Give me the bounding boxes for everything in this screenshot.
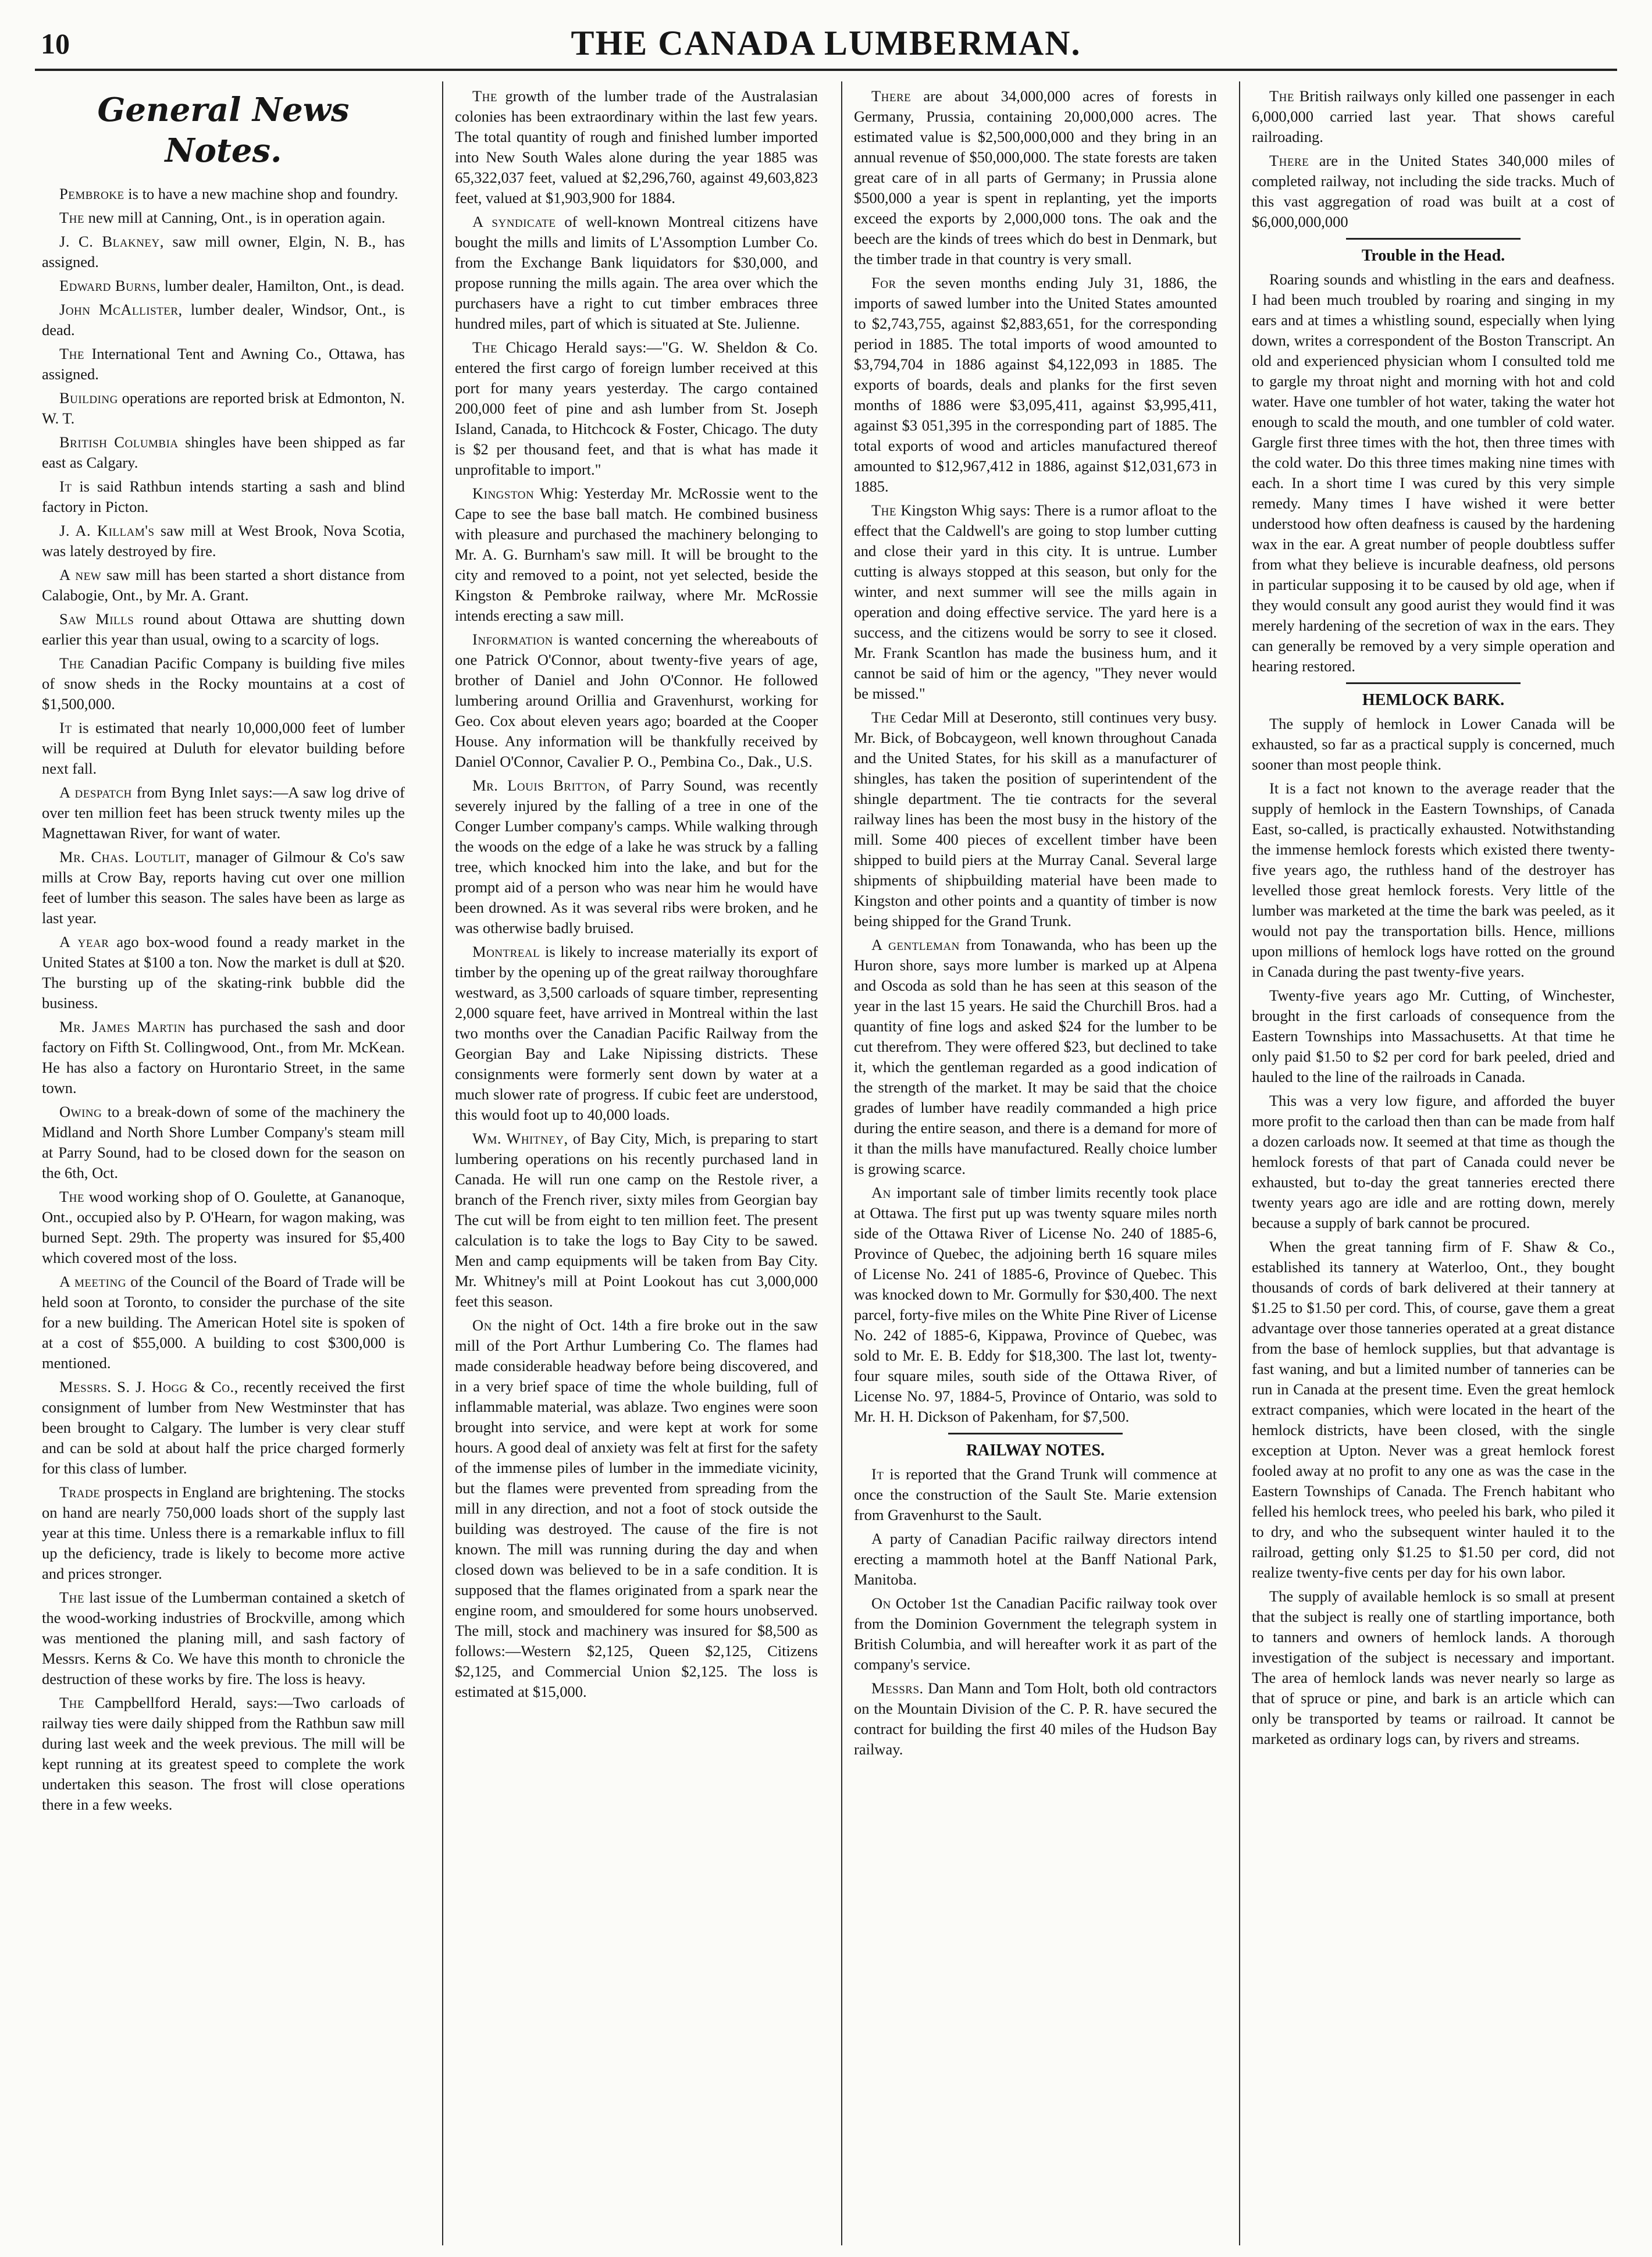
- news-item-lead: A year: [59, 933, 109, 950]
- news-item-lead: A: [871, 1530, 883, 1547]
- news-item-text: saw mill has been started a short distance from Calabogie, Ont., by Mr. A. Grant.: [42, 566, 405, 604]
- news-item-text: last issue of the Lumberman contained a sketch of the wood-working industries of Brockville, among which was mentioned the planing mill, and sash factory of Messrs. Kerns & Co. We have this month to chronicle the destruction of these works by fire. The loss is heavy.: [42, 1589, 405, 1688]
- news-item: [455, 942, 818, 1125]
- news-item: [455, 1315, 818, 1702]
- news-item: [42, 276, 405, 296]
- news-item-lead: Kingston: [472, 485, 535, 502]
- section-rule: [1346, 682, 1521, 684]
- news-item-lead: A meeting: [59, 1273, 126, 1290]
- news-item-text: party of Canadian Pacific railway directors intend erecting a mammoth hotel at the Banff National Park, Manitoba.: [854, 1530, 1217, 1588]
- news-item: [42, 300, 405, 340]
- article-paragraph: Roaring sounds and whistling in the ears and deafness. I had been much troubled by roaring and singing in my ears and at times a whistling sound, especially when lying down, writes a correspondent of the Boston Transcript. An old and experienced physician whom I consulted told me to gargle my throat night and morning with hot and cold water. Have one tumbler of hot water, taking the water hot enough to scald the mouth, and one tumbler of cold water. Gargle first three times with the hot, then three times with the cold water. Do this three times making nine times with each. In a short time I was cured by this very simple remedy. Many times I have wished it were better understood how often deafness is caused by the hardening wax in the ear. A great number of people doubtless suffer from what they believe is incurable deafness, old persons in particular supposing it to be caused by old age, when if they would consult any good aurist they would find it was merely hardening of the secretion of wax in the ears. They can generally be removed by a very simple operation and hearing restored.: [1252, 270, 1615, 675]
- section-heading-railway-notes: RAILWAY NOTES.: [966, 1441, 1105, 1459]
- news-item-lead: Messrs.: [871, 1679, 924, 1697]
- news-item-lead: Building: [59, 389, 118, 407]
- news-item-text: Whig: Yesterday Mr. McRossie went to the Cape to see the base ball match. He combined business with pleasure and purchased the machinery belonging to Mr. A. G. Burnham's saw mill. It will be brought to the city and removed to a point, not yet selected, beside the Kingston & Pembroke railway, where Mr. McRossie intends erecting a saw mill.: [455, 485, 818, 624]
- news-item-lead: On: [871, 1594, 891, 1612]
- news-item: [42, 521, 405, 561]
- news-item: [854, 1593, 1217, 1675]
- column-4: [1252, 86, 1615, 2238]
- news-item-lead: A syndicate: [472, 213, 556, 230]
- news-item-text: Cedar Mill at Deseronto, still continues very busy. Mr. Bick, of Bobcaygeon, well known throughout Canada and the United States, for his skill as a manufacturer of shingles, has taken the position of superintendent of the shingle department. The tie contracts for the several railway lines has been the most busy in the history of the mill. Some 400 pieces of excellent timber have been shipped to build piers at the Murray Canal. Several large shipments of shipbuilding material have been made to Kingston and other points and a quantity of timber is now being shipped for the Grand Trunk.: [854, 709, 1217, 930]
- news-item-text: operations are reported brisk at Edmonton, N. W. T.: [42, 389, 405, 427]
- news-items-col3: [854, 86, 1217, 1427]
- news-item-lead: J. C. Blakney,: [59, 233, 164, 250]
- news-item: [42, 565, 405, 606]
- news-item-text: round about Ottawa are shutting down earlier this year than usual, owing to a scarcity of logs.: [42, 610, 405, 648]
- news-item-lead: Wm. Whitney,: [472, 1130, 568, 1147]
- column-divider: [1239, 81, 1240, 2245]
- news-item-lead: The: [472, 339, 498, 356]
- news-item: [42, 344, 405, 385]
- news-item: [42, 1187, 405, 1268]
- news-item-text: lumber dealer, Windsor, Ont., is dead.: [42, 301, 405, 339]
- news-item-lead: It: [59, 478, 72, 495]
- news-item: [455, 775, 818, 938]
- news-item-lead: J. A. Killam's: [59, 522, 155, 539]
- news-item-lead: A gentleman: [871, 936, 960, 953]
- news-items-col2: [455, 86, 818, 1702]
- news-items-col4: [1252, 86, 1615, 232]
- news-item-text: October 1st the Canadian Pacific railway took over from the Dominion Government the telegraph system in British Columbia, and will hereafter work it as part of the company's service.: [854, 1594, 1217, 1673]
- news-item-lead: Trade: [59, 1483, 101, 1501]
- hemlock-items: [1252, 714, 1615, 1749]
- news-item-text: the night of Oct. 14th a fire broke out in the saw mill of the Port Arthur Lumbering Co. The flames had made considerable headway before being discovered, and in a very brief space of time the whole building, full of inflammable material, was ablaze. Two engines were soon brought into service, and were kept at work for some hours. A good deal of anxiety was felt at first for the safety of the immense piles of lumber in the immediate vicinity, but the flames were prevented from spreading from the mill in any direction, and not a foot of stock outside the building was destroyed. The cause of the fire is not known. The mill was running during the day and when closed down was believed to be in a safe condition. It is supposed that the flames originated from a spark near the engine room, and smouldered for some hours unobserved. The mill, stock and machinery was insured for $8,500 as follows:—Western $2,125, Queen $2,125, Citizens $2,125, and Commercial Union $2,125. The loss is estimated at $15,000.: [455, 1316, 818, 1700]
- news-item-text: shingles have been shipped as far east as Calgary.: [42, 433, 405, 471]
- news-item-lead: Owing: [59, 1103, 102, 1120]
- news-item: [42, 1377, 405, 1479]
- article-paragraph: This was a very low figure, and afforded the buyer more profit to the carload then than can be made from half a dozen carloads now. It seemed at that time as though the hemlock forests of that part of Canada could never be exhausted, but to-day the great tanneries erected there twenty years ago are idle and are rotting down, merely because a supply of bark cannot be procured.: [1252, 1092, 1615, 1231]
- news-item: [42, 718, 405, 779]
- news-item-text: recently received the first consignment of lumber from New Westminster that has been brought to Calgary. The lumber is very clear stuff and can be sold at about half the price charged formerly for this class of lumber.: [42, 1378, 405, 1477]
- news-item-text: is said Rathbun intends starting a sash and blind factory in Picton.: [42, 478, 405, 515]
- news-item-lead: The: [59, 345, 85, 362]
- news-item: [42, 1587, 405, 1689]
- news-item: [1252, 151, 1615, 232]
- news-item-lead: For: [871, 274, 896, 291]
- article-paragraph: The supply of available hemlock is so small at present that the subject is really one of startling importance, both to tanners and owners of hemlock lands. A thorough investigation of the subject is necessary and important. The area of hemlock lands was never nearly so large as that of spruce or pine, and bark is an article which can only be transported by teams or railroad. It cannot be marketed as ordinary logs can, by rivers and streams.: [1252, 1587, 1615, 1747]
- column-1: [42, 86, 405, 2238]
- news-item: [455, 86, 818, 208]
- news-item: [42, 1102, 405, 1183]
- news-item-lead: Mr. Louis Britton,: [472, 777, 610, 794]
- news-item-lead: The: [59, 209, 85, 226]
- news-item-text: are about 34,000,000 acres of forests in Germany, Prussia, containing 20,000,000 acres. The estimated value is $2,500,000,000 and they bring in an annual revenue of $50,000,000. The state forests are taken great care of in all parts of Germany; in Prussia alone $500,000 a year is spent in replanting, yet the imports exceed the exports by 2,000,000 tons. The oak and the beech are the kinds of trees which do best in Denmark, but the timber trade in that country is very small.: [854, 87, 1217, 268]
- news-item: [42, 1482, 405, 1584]
- news-item-lead: It: [59, 719, 72, 736]
- news-item: [42, 1017, 405, 1098]
- news-item-lead: There: [1269, 152, 1309, 169]
- news-item: [854, 935, 1217, 1179]
- journal-title: THE CANADA LUMBERMAN.: [571, 24, 1081, 62]
- news-item-text: from Byng Inlet says:—A saw log drive of over ten million feet has been struck twenty miles up the Magnettawan River, for want of water.: [42, 784, 405, 842]
- page-number: 10: [41, 27, 70, 60]
- news-item-text: of well-known Montreal citizens have bought the mills and limits of L'Assomption Lumber Co. from the Exchange Bank liquidators for $30,000, and propose running the mills again. The area over which the purchasers have a right to cut timber embraces three hundred miles, part of which is situated at Ste. Julienne.: [455, 213, 818, 332]
- news-item-text: is wanted concerning the whereabouts of one Patrick O'Connor, about twenty-five years of age, brother of Daniel and John O'Connor. He followed lumbering around Orillia and Gravenhurst, working for Geo. Cox about eleven years ago; boarded at the Cooper House. Any information will be thankfully received by Daniel O'Connor, Cavalier P. O., Pembina Co., Dak., U.S.: [455, 631, 818, 770]
- news-item-lead: There: [871, 87, 912, 105]
- news-item: [854, 1529, 1217, 1590]
- column-divider: [442, 81, 443, 2245]
- news-item: [455, 483, 818, 626]
- section-heading-general-news: General News Notes.: [97, 91, 350, 170]
- news-item-text: of Parry Sound, was recently severely injured by the falling of a tree in one of the Conger Lumber company's camps. While walking through the woods on the edge of a lake he was struck by a falling tree, which knocked him into the lake, and but for the prompt aid of a person who was near him he would have been drowned. As it was several ribs were broken, and he was otherwise badly bruised.: [455, 777, 818, 937]
- news-item-text: of the Council of the Board of Trade will be held soon at Toronto, to consider the purchase of the site for a new building. The American Hotel site is spoken of at a cost of $55,000. A building to cost $300,000 is mentioned.: [42, 1273, 405, 1372]
- news-item: [42, 782, 405, 843]
- column-divider: [841, 81, 842, 2245]
- news-item-text: saw mill owner, Elgin, N. B., has assigned.: [42, 233, 405, 270]
- news-item-lead: The: [59, 1188, 85, 1205]
- news-item-text: important sale of timber limits recently took place at Ottawa. The first put up was twenty square miles north side of the Ottawa River of License No. 240 of 1885-6, Province of Quebec, the adjoining berth 16 square miles of License No. 241 of 1885-6, Province of Quebec. This was knocked down to Mr. Gormully for $30,400. The next parcel, forty-five miles on the White Pine River of License No. 242 of 1885-6, Kippawa, Province of Quebec, was sold to Mr. E. B. Eddy for $18,300. The last lot, twenty-four square miles, south side of the Ottawa River, of License No. 97, 1884-5, Province of Ontario, was sold to Mr. H. H. Dickson of Pakenham, for $7,500.: [854, 1184, 1217, 1425]
- news-item: [455, 629, 818, 772]
- news-item: [42, 847, 405, 928]
- news-item-text: ago box-wood found a ready market in the United States at $100 a ton. Now the market is dull at $20. The bursting up of the skating-rink bubble did the business.: [42, 933, 405, 1012]
- news-item-text: lumber dealer, Hamilton, Ont., is dead.: [164, 277, 405, 294]
- news-item: [42, 1693, 405, 1815]
- article-paragraph: It is a fact not known to the average reader that the supply of hemlock in the Eastern Townships, of Canada East, so-called, is practically exhausted. Notwithstanding the immense hemlock forests which existed there twenty-five years ago, the ruthless hand of the destroyer has levelled those great hemlock forests. Very little of the lumber was marketed at the time the bark was peeled, as it would not pay the transportation bills. Hence, millions upon millions of hemlock logs have rotted on the ground in Canada during the past twenty-five years.: [1252, 779, 1615, 980]
- news-item: [42, 932, 405, 1013]
- news-item-lead: The: [59, 654, 85, 672]
- news-item: [42, 432, 405, 473]
- news-item-text: Canadian Pacific Company is building five miles of snow sheds in the Rocky mountains at a cost of $1,500,000.: [42, 654, 405, 713]
- news-item-lead: John McAllister,: [59, 301, 183, 318]
- news-item-text: Chicago Herald says:—"G. W. Sheldon & Co. entered the first cargo of foreign lumber received at this port for many years yesterday. The cargo contained 200,000 feet of pine and ash lumber from St. Joseph Island, Canada, to Hitchcock & Foster, Chicago. The duty is $2 per thousand feet, and that is what has made it unprofitable to import.": [455, 339, 818, 478]
- article-paragraph: Twenty-five years ago Mr. Cutting, of Winchester, brought in the first carloads of consequence from the Eastern Townships into Massachusetts. At that time he only paid $1.50 to $2 per cord for bark peeled, dried and hauled to the line of the railroads in Canada.: [1252, 987, 1615, 1085]
- news-item-lead: An: [871, 1184, 891, 1201]
- news-item: [455, 1128, 818, 1312]
- news-item-lead: On: [472, 1316, 492, 1334]
- railway-items: [854, 1464, 1217, 1760]
- news-item-text: International Tent and Awning Co., Ottawa, has assigned.: [42, 345, 405, 383]
- news-item-lead: The: [871, 709, 897, 726]
- news-item: [854, 273, 1217, 497]
- news-item-lead: It: [871, 1465, 884, 1483]
- news-item-lead: The: [59, 1694, 85, 1711]
- running-head: [41, 23, 1611, 65]
- news-item: [42, 476, 405, 517]
- news-item-lead: Edward Burns,: [59, 277, 161, 294]
- news-item-lead: The: [472, 87, 498, 105]
- news-item-lead: The: [59, 1589, 85, 1606]
- article-paragraph: When the great tanning firm of F. Shaw & Co., established its tannery at Waterloo, Ont., they bought thousands of cords of bark delivered at their tannery at $1.25 to $1.50 per cord. This, of course, gave them a great advantage over those tanneries operated at a great distance from the base of hemlock supplies, but that advantage is fast waning, and but a limited number of tanneries can be run in Canada at the present time. Even the great hemlock extract companies, which were located in the heart of the hemlock districts, have been closed, with the single exception at Upton. Never was a great hemlock forest fooled away at no profit to any one as was the case in the Eastern Townships of Canada. The French habitant who felled his hemlock trees, who peeled his bark, who piled it to dry, and who the subsequent winter hauled it to the railroad, getting only $1.25 to $1.50 per cord, did not realize twenty-five cents per day for his own labor.: [1252, 1238, 1615, 1581]
- news-item: [854, 707, 1217, 931]
- news-item-text: is estimated that nearly 10,000,000 feet of lumber will be required at Duluth for elevator building before next fall.: [42, 719, 405, 777]
- news-item-text: prospects in England are brightening. The stocks on hand are nearly 750,000 loads short of the supply last year at this time. Unless there is a remarkable influx to fill up the deficiency, trade is likely to become more active and prices stronger.: [42, 1483, 405, 1582]
- section-rule: [948, 1433, 1123, 1434]
- news-item: [854, 86, 1217, 269]
- news-item: [42, 232, 405, 272]
- article-paragraph: The supply of hemlock in Lower Canada will be exhausted, so far as a practical supply is concerned, much sooner than most people think.: [1252, 715, 1615, 773]
- news-item-text: saw mill at West Brook, Nova Scotia, was lately destroyed by fire.: [42, 522, 405, 560]
- news-item: [854, 1678, 1217, 1760]
- news-item-text: of Bay City, Mich, is preparing to start lumbering operations on his recently purchased land in Canada. He will run one camp on the Restole river, a branch of the French river, sixty miles from Georgian bay The cut will be from eight to ten million feet. The present calculation is to take the logs to Bay City to be sawed. Men and camp equipments will be taken from Bay City. Mr. Whitney's mill at Point Lookout has cut 3,000,000 feet this season.: [455, 1130, 818, 1310]
- news-item-lead: Pembroke: [59, 185, 124, 202]
- news-item: [854, 500, 1217, 704]
- news-item-lead: Saw Mills: [59, 610, 134, 628]
- column-2: [455, 86, 818, 2238]
- news-items-col1: [42, 184, 405, 1815]
- news-item-lead: Mr. James Martin: [59, 1018, 186, 1035]
- news-item-lead: Mr. Chas. Loutlit,: [59, 848, 190, 866]
- news-item-text: is to have a new machine shop and foundry.: [128, 185, 398, 202]
- section-heading-trouble-in-head: Trouble in the Head.: [1361, 247, 1505, 265]
- news-item: [42, 653, 405, 714]
- news-item: [455, 337, 818, 480]
- news-item-text: Dan Mann and Tom Holt, both old contractors on the Mountain Division of the C. P. R. have secured the contract for building the first 40 miles of the Hudson Bay railway.: [854, 1679, 1217, 1758]
- news-item-text: growth of the lumber trade of the Australasian colonies has been extraordinary within the last few years. The total quantity of rough and finished lumber imported into New South Wales alone during the year 1885 was 65,322,037 feet, valued at $2,296,760, against 49,603,823 feet, valued at $1,903,900 for 1884.: [455, 87, 818, 207]
- news-item-text: has purchased the sash and door factory on Fifth St. Collingwood, Ont., from Mr. McKean. He has also a factory on Hurontario Street, in the same town.: [42, 1018, 405, 1097]
- column-3: [854, 86, 1217, 2238]
- news-item-text: British railways only killed one passenger in each 6,000,000 carried last year. That shows careful railroading.: [1252, 87, 1615, 145]
- news-item-text: is likely to increase materially its export of timber by the opening up of the great railway thoroughfare westward, as 3,500 carloads of square timber, representing 2,000 square feet, have arrived in Montreal within the last two months over the Canadian Pacific Railway from the Georgian Bay and Lake Nipissing districts. These consignments were formerly sent down by water at a much slower rate of progress. If cubic feet are understood, this would foot up to 40,000 loads.: [455, 943, 818, 1123]
- news-item-lead: The: [1269, 87, 1295, 105]
- news-item: [854, 1183, 1217, 1427]
- news-item-text: Kingston Whig says: There is a rumor afloat to the effect that the Caldwell's are going to stop lumber cutting and close their yard in this city. It is untrue. Lumber cutting is always stopped at this season, but only for the winter, and next summer will see the mills again in operation and doing effective service. The yard here is a success, and the citizens would be sorry to see it closed. Mr. Frank Scantlon has made the business hum, and it cannot be said of him or the agency, "They never would be missed.": [854, 501, 1217, 702]
- news-item: [42, 388, 405, 429]
- news-item-text: is reported that the Grand Trunk will commence at once the construction of the Sault Ste. Marie extension from Gravenhurst to the Sault.: [854, 1465, 1217, 1523]
- news-item-text: Campbellford Herald, says:—Two carloads of railway ties were daily shipped from the Rathbun saw mill during last week and the week previous. The mill will be kept running at its greatest speed to complete the work undertaken this season. The frost will close operations there in a few weeks.: [42, 1694, 405, 1813]
- news-item: [42, 184, 405, 204]
- news-item-lead: Montreal: [472, 943, 540, 960]
- news-item-lead: Information: [472, 631, 553, 648]
- news-item-lead: Messrs. S. J. Hogg & Co.,: [59, 1378, 238, 1396]
- news-item: [42, 1272, 405, 1373]
- news-item-text: wood working shop of O. Goulette, at Gananoque, Ont., occupied also by P. O'Hearn, for wagon making, was burned Sept. 29th. The property was insured for $5,400 which covered most of the loss.: [42, 1188, 405, 1266]
- news-item-text: to a break-down of some of the machinery the Midland and North Shore Lumber Company's steam mill at Parry Sound, had to be closed down for the season on the 6th, Oct.: [42, 1103, 405, 1181]
- news-item: [42, 208, 405, 228]
- news-item: [455, 212, 818, 334]
- news-item: [1252, 86, 1615, 147]
- section-heading-hemlock-bark: HEMLOCK BARK.: [1362, 691, 1505, 709]
- news-item-lead: A new: [59, 566, 102, 583]
- news-item-text: are in the United States 340,000 miles of completed railway, not including the side tracks. Much of this vast aggregation of road was built at a cost of $6,000,000,000: [1252, 152, 1615, 230]
- news-item-text: manager of Gilmour & Co's saw mills at Crow Bay, reports having cut over one million feet of lumber this season. The sales have been as large as last year.: [42, 848, 405, 927]
- news-item: [854, 1464, 1217, 1525]
- news-item-lead: British Columbia: [59, 433, 179, 451]
- section-rule: [1346, 238, 1521, 240]
- news-item-lead: A despatch: [59, 784, 132, 801]
- news-item: [42, 609, 405, 650]
- news-item-lead: The: [871, 501, 897, 519]
- header-rule: [35, 69, 1617, 71]
- news-item-text: from Tonawanda, who has been up the Huron shore, says more lumber is marked up at Alpena and Oscoda as sold than he has seen at this season of the year in the last 15 years. He said the Churchill Bros. had a quantity of fine logs and asked $24 for the lumber to be cut therefrom. They were offered $23, but declined to take it, which the gentleman regarded as a good indication of the strength of the market. It may be said that the choice grades of lumber have readily commanded a high price during the entire season, and there is a demand for more of it than the mills have manufactured. Really choice lumber is growing scarce.: [854, 936, 1217, 1177]
- news-item-text: the seven months ending July 31, 1886, the imports of sawed lumber into the United States amounted to $2,743,755, against $2,883,651, for the corresponding period in 1885. The total imports of wood amounted to $3,794,704 in 1886 against $4,122,093 in 1885. The exports of boards, deals and planks for the first seven months of 1886 were $3,095,411, against $3,995,411, against $3 051,395 in the corresponding part of 1885. The total exports of wood and articles manufactured thereof amounted to $12,967,412 in 1886, against $12,031,673 in 1885.: [854, 274, 1217, 495]
- news-item-text: new mill at Canning, Ont., is in operation again.: [88, 209, 386, 226]
